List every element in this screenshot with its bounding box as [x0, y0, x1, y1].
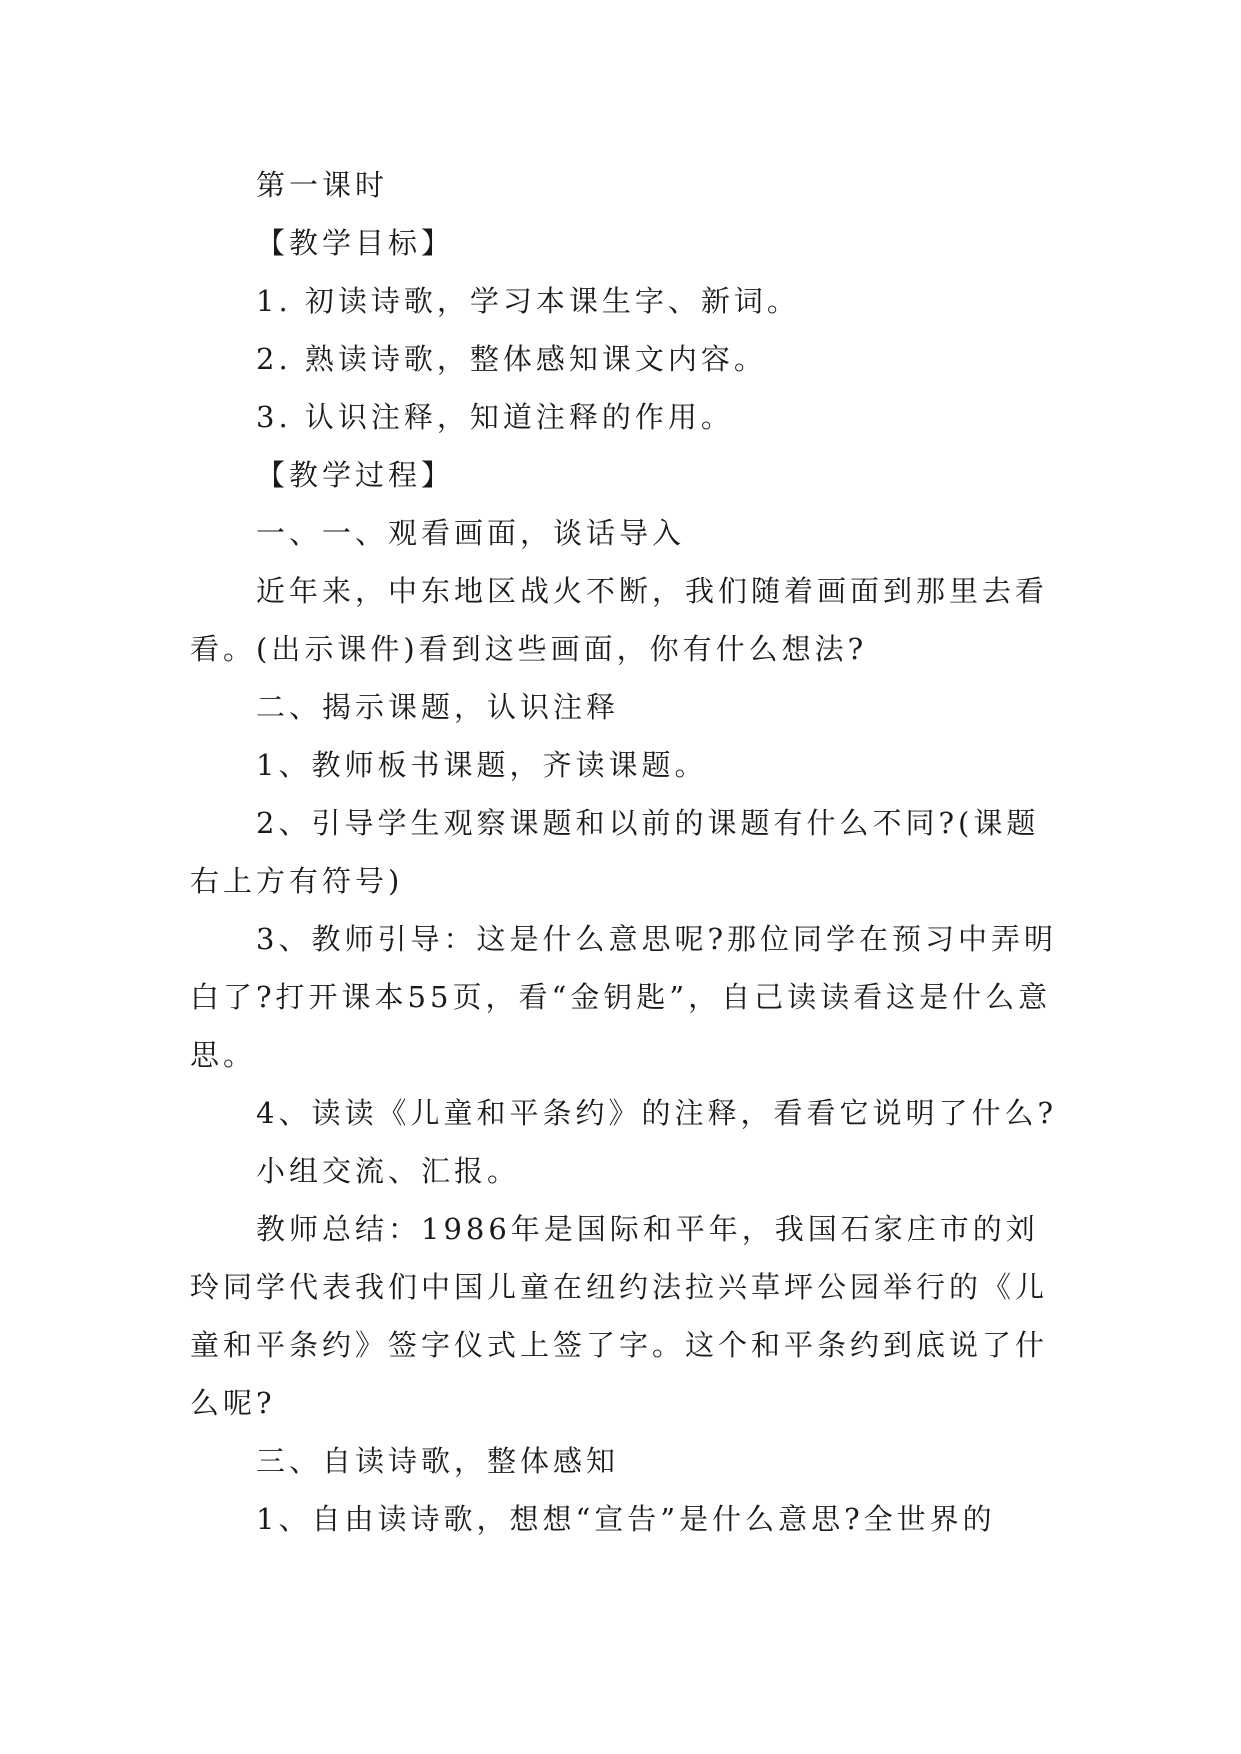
section-3-heading: 三、自读诗歌，整体感知	[256, 1444, 620, 1478]
section-2-step-2: 2、引导学生观察课题和以前的课题有什么不同?(课题右上方有符号)	[190, 806, 1040, 898]
lesson-period-heading: 第一课时	[256, 168, 389, 202]
group-report-line: 小组交流、汇报。	[256, 1154, 521, 1188]
teaching-goals-heading: 【教学目标】	[256, 226, 455, 260]
section-1-heading: 一、一、观看画面，谈话导入	[256, 516, 686, 550]
goal-item-3: 3. 认识注释，知道注释的作用。	[256, 400, 734, 434]
section-2-step-4: 4、读读《儿童和平条约》的注释，看看它说明了什么?	[256, 1096, 1057, 1130]
section-2-step-3: 3、教师引导：这是什么意思呢?那位同学在预习中弄明白了?打开课本55页，看“金钥匙”，自己读读看这是什么意思。	[190, 922, 1057, 1072]
teacher-summary-paragraph: 教师总结：1986年是国际和平年，我国石家庄市的刘玲同学代表我们中国儿童在纽约法拉兴草坪公园举行的《儿童和平条约》签字仪式上签了字。这个和平条约到底说了什么呢?	[190, 1212, 1049, 1420]
section-2-step-1: 1、教师板书课题，齐读课题。	[256, 748, 708, 782]
section-1-paragraph: 近年来，中东地区战火不断，我们随着画面到那里去看看。(出示课件)看到这些画面，你有什么想法?	[190, 574, 1049, 666]
goal-item-2: 2. 熟读诗歌，整体感知课文内容。	[256, 342, 767, 376]
teaching-process-heading: 【教学过程】	[256, 458, 455, 492]
section-2-heading: 二、揭示课题，认识注释	[256, 690, 620, 724]
section-3-step-1: 1、自由读诗歌，想想“宣告”是什么意思?全世界的	[256, 1502, 996, 1536]
document-body	[190, 156, 1060, 1548]
goal-item-1: 1. 初读诗歌，学习本课生字、新词。	[256, 284, 800, 318]
